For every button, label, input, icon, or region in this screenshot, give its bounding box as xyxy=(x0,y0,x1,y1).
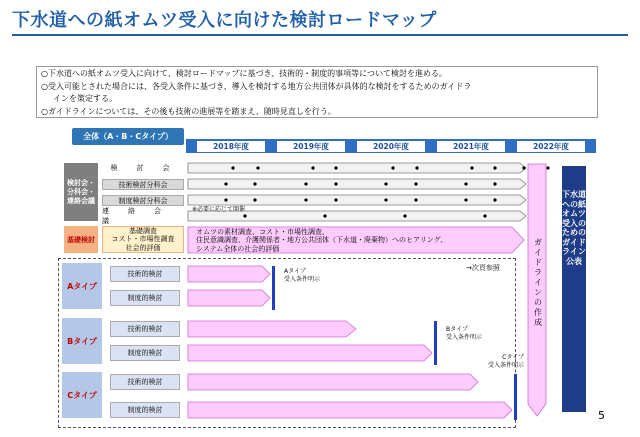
summary-line: インを策定する。 xyxy=(53,94,117,103)
meeting-dot xyxy=(415,166,418,169)
meeting-dot xyxy=(546,166,549,169)
type-b-inst-label: 制度的検討 xyxy=(110,345,180,361)
meeting-dot xyxy=(493,182,496,185)
year-label: 2019年度 xyxy=(276,140,346,153)
year-label: 2020年度 xyxy=(356,140,426,153)
meeting-dot xyxy=(493,198,496,201)
meeting-dot xyxy=(384,198,387,201)
meeting-dot xyxy=(464,182,467,185)
summary-line: ○下水道への紙オムツ受入に向けて、検討ロードマップに基づき、技術的・制度的事項等について検討を進める。 xyxy=(41,69,448,78)
type-a-tech-label: 技術的検討 xyxy=(110,266,180,282)
row-label-tech-subcommittee: 技術検討分科会 xyxy=(102,179,184,190)
meeting-dot xyxy=(391,166,394,169)
meeting-dot xyxy=(224,198,227,201)
type-a-label: Aタイプ xyxy=(62,263,102,309)
type-a-milestone xyxy=(272,266,275,310)
meeting-dot xyxy=(323,214,326,217)
meeting-dot xyxy=(334,182,337,185)
milestone-line: 受入条件明示 xyxy=(284,275,321,283)
basic-item: コスト・市場性調査 xyxy=(111,235,175,244)
committee-arrow xyxy=(188,163,526,173)
row-label-inst-subcommittee: 制度検討分科会 xyxy=(102,195,184,206)
milestone-line: Aタイプ xyxy=(284,268,306,275)
type-b-label: Bタイプ xyxy=(62,318,102,364)
type-a-inst-label: 制度的検討 xyxy=(110,290,180,306)
meeting-dot xyxy=(493,166,496,169)
year-label: 2022年度 xyxy=(516,140,586,153)
type-b-milestone xyxy=(434,321,437,365)
meeting-dot xyxy=(522,166,525,169)
basic-item: 社会的評価 xyxy=(125,243,161,252)
meeting-dot xyxy=(414,198,417,201)
meeting-dot xyxy=(470,166,473,169)
meeting-dot xyxy=(384,182,387,185)
milestone-line: 受入条件明示 xyxy=(488,361,525,369)
type-b-tech-label: 技術的検討 xyxy=(110,321,180,337)
type-c-tech-label: 技術的検討 xyxy=(110,374,180,390)
type-c-label: Cタイプ xyxy=(62,372,102,418)
meeting-dot xyxy=(253,198,256,201)
row-label-liaison: 連 絡 会 議 xyxy=(102,207,180,225)
year-label: 2018年度 xyxy=(196,140,266,153)
meeting-dot xyxy=(231,166,234,169)
meeting-dot xyxy=(483,214,486,217)
type-a-milestone-text xyxy=(284,268,320,283)
meeting-dot xyxy=(253,182,256,185)
meeting-dot xyxy=(334,166,337,169)
meeting-dot xyxy=(334,198,337,201)
basic-item: 基礎調査 xyxy=(129,226,157,235)
basic-study-description xyxy=(196,228,447,253)
meeting-dot xyxy=(304,198,307,201)
type-c-milestone xyxy=(514,374,517,420)
scope-badge: 全体（A・B・Cタイプ） xyxy=(72,128,184,145)
meeting-dot xyxy=(414,182,417,185)
meeting-dot xyxy=(224,182,227,185)
meeting-dot xyxy=(304,182,307,185)
year-label: 2021年度 xyxy=(436,140,506,153)
next-page-reference: →次頁参照 xyxy=(466,264,500,272)
summary-line: ○ガイドラインについては、その後も技術の進展等を踏まえ、随時見直しを行う。 xyxy=(41,106,336,116)
meeting-dot xyxy=(464,198,467,201)
type-c-inst-label: 制度的検討 xyxy=(110,402,180,418)
basic-text-line: システム全体の社会的評価 xyxy=(196,244,280,253)
tech-subcommittee-arrow xyxy=(188,179,526,189)
meeting-dot xyxy=(243,214,246,217)
page-number: 5 xyxy=(598,409,605,422)
milestone-line: Cタイプ xyxy=(502,354,525,361)
page-title: 下水道への紙オムツ受入に向けた検討ロードマップ xyxy=(12,10,437,31)
meeting-dot xyxy=(256,166,259,169)
milestone-line: Bタイプ xyxy=(446,326,468,333)
basic-study-label: 基礎検討 xyxy=(64,226,98,253)
type-c-milestone-text xyxy=(488,354,524,369)
governance-group-label: 検討会・分科会・連絡会議 xyxy=(64,163,98,221)
meeting-note: ※必要に応じて開催 xyxy=(192,206,246,213)
final-guideline-box: 下水道への紙オムツ受入のためのガイドライン公表 xyxy=(562,166,586,412)
summary-line: ○受入可能とされた場合には、各受入条件に基づき、導入を検討する地方公共団体が具体的な検討をするためのガイドラ xyxy=(41,81,472,91)
basic-text-line: オムツの素材調査、コスト・市場性調査、 xyxy=(196,228,329,236)
basic-study-box xyxy=(102,226,184,253)
meeting-dot xyxy=(311,166,314,169)
row-label-committee: 検 討 会 xyxy=(110,164,176,172)
meeting-dot xyxy=(403,214,406,217)
milestone-line: 受入条件明示 xyxy=(446,333,483,341)
type-b-milestone-text xyxy=(446,326,482,341)
guideline-drafting-label: ガイドラインの作成 xyxy=(534,238,542,327)
basic-text-line: 住民意識調査、介護関係者・地方公共団体（下水道・廃棄物）へのヒアリング、 xyxy=(196,236,448,245)
